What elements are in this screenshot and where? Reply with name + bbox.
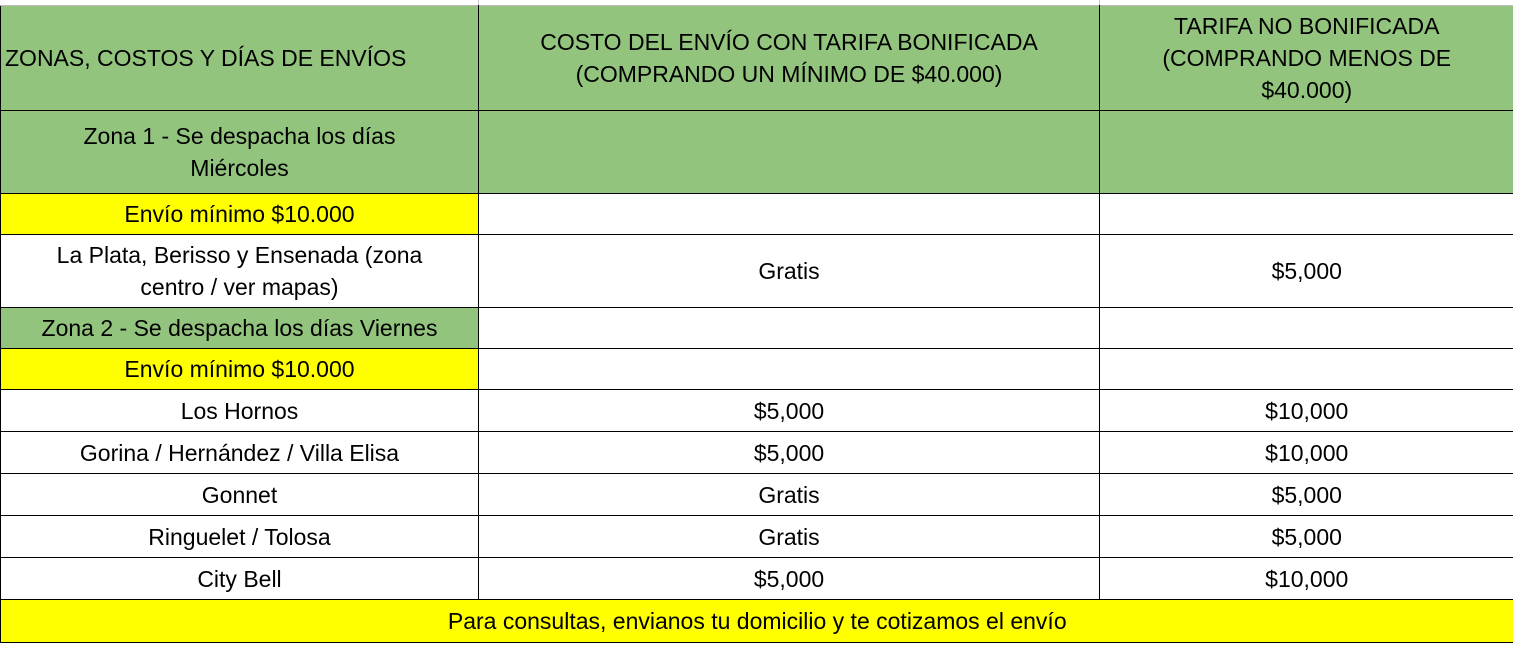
location-text: City Bell [197,565,282,592]
header-bonificada-cell[interactable] [479,6,1100,111]
empty-cell[interactable] [479,308,1100,349]
table-row [1,235,1513,308]
zone-title-line: Miércoles [190,155,289,181]
bonificada-cell[interactable] [479,235,1100,308]
bonificada-value: $5,000 [753,439,825,466]
no-bonificada-cell[interactable] [1100,235,1513,308]
location-text: Gorina / Hernández / Villa Elisa [79,439,400,466]
no-bonificada-value: $5,000 [1271,523,1342,550]
header-no-bonificada-line: (COMPRANDO MENOS DE [1162,45,1452,71]
minimum-text: Envío mínimo $10.000 [124,201,355,227]
minimum-cell[interactable] [1,349,479,390]
bonificada-value: $5,000 [753,565,825,592]
location-cell[interactable] [1,390,479,432]
shipping-table [0,5,1513,643]
table-row [1,390,1513,432]
no-bonificada-value: $10,000 [1265,565,1349,592]
no-bonificada-cell[interactable] [1100,558,1513,600]
bonificada-cell[interactable] [479,474,1100,516]
minimum-row [1,349,1513,390]
empty-cell[interactable] [1100,111,1513,194]
zone-row [1,111,1513,194]
bonificada-value: Gratis [758,481,820,508]
location-cell[interactable] [1,516,479,558]
header-bonificada-line: COSTO DEL ENVÍO CON TARIFA BONIFICADA [540,29,1038,55]
bonificada-value: $5,000 [753,397,825,424]
footer-row [1,600,1513,643]
no-bonificada-cell[interactable] [1100,516,1513,558]
location-cell[interactable] [1,474,479,516]
empty-cell[interactable] [1100,308,1513,349]
header-zones-text: ZONAS, COSTOS Y DÍAS DE ENVÍOS [5,45,407,71]
no-bonificada-value: $10,000 [1265,439,1349,466]
bonificada-value: Gratis [758,258,820,284]
zone-title-text: Zona 2 - Se despacha los días Viernes [41,315,438,341]
empty-cell[interactable] [1100,349,1513,390]
no-bonificada-value: $5,000 [1271,258,1342,284]
location-text: Los Hornos [180,397,299,424]
table-row [1,432,1513,474]
empty-cell[interactable] [479,111,1100,194]
bonificada-cell[interactable] [479,558,1100,600]
location-cell[interactable] [1,558,479,600]
zone-row [1,308,1513,349]
zone-title-cell[interactable] [1,111,479,194]
header-zones-cell[interactable] [1,6,479,111]
bonificada-value: Gratis [758,523,820,550]
no-bonificada-cell[interactable] [1100,432,1513,474]
location-text: Gonnet [201,481,278,508]
location-text: Ringuelet / Tolosa [148,523,331,550]
table-row [1,558,1513,600]
header-row [1,6,1513,111]
empty-cell[interactable] [1100,194,1513,235]
header-no-bonificada-line: TARIFA NO BONIFICADA [1174,13,1440,39]
bonificada-cell[interactable] [479,432,1100,474]
minimum-text: Envío mínimo $10.000 [124,356,355,382]
footer-note-text: Para consultas, envianos tu domicilio y te cotizamos el envío [447,608,1067,634]
zone-title-line: Zona 1 - Se despacha los días [83,123,396,149]
location-cell[interactable] [1,235,479,308]
bonificada-cell[interactable] [479,390,1100,432]
table-row [1,516,1513,558]
location-line: La Plata, Berisso y Ensenada (zona [56,242,423,268]
minimum-cell[interactable] [1,194,479,235]
location-cell[interactable] [1,432,479,474]
table-row [1,474,1513,516]
header-no-bonificada-line: $40.000) [1261,77,1353,103]
header-no-bonificada-cell[interactable] [1100,6,1513,111]
empty-cell[interactable] [479,349,1100,390]
no-bonificada-cell[interactable] [1100,390,1513,432]
empty-cell[interactable] [479,194,1100,235]
no-bonificada-value: $10,000 [1265,397,1349,424]
bonificada-cell[interactable] [479,516,1100,558]
header-bonificada-line: (COMPRANDO UN MÍNIMO DE $40.000) [575,61,1003,87]
footer-note-cell[interactable] [1,600,1513,643]
no-bonificada-cell[interactable] [1100,474,1513,516]
zone-title-cell[interactable] [1,308,479,349]
location-line: centro / ver mapas) [140,274,339,300]
minimum-row [1,194,1513,235]
no-bonificada-value: $5,000 [1271,481,1342,508]
